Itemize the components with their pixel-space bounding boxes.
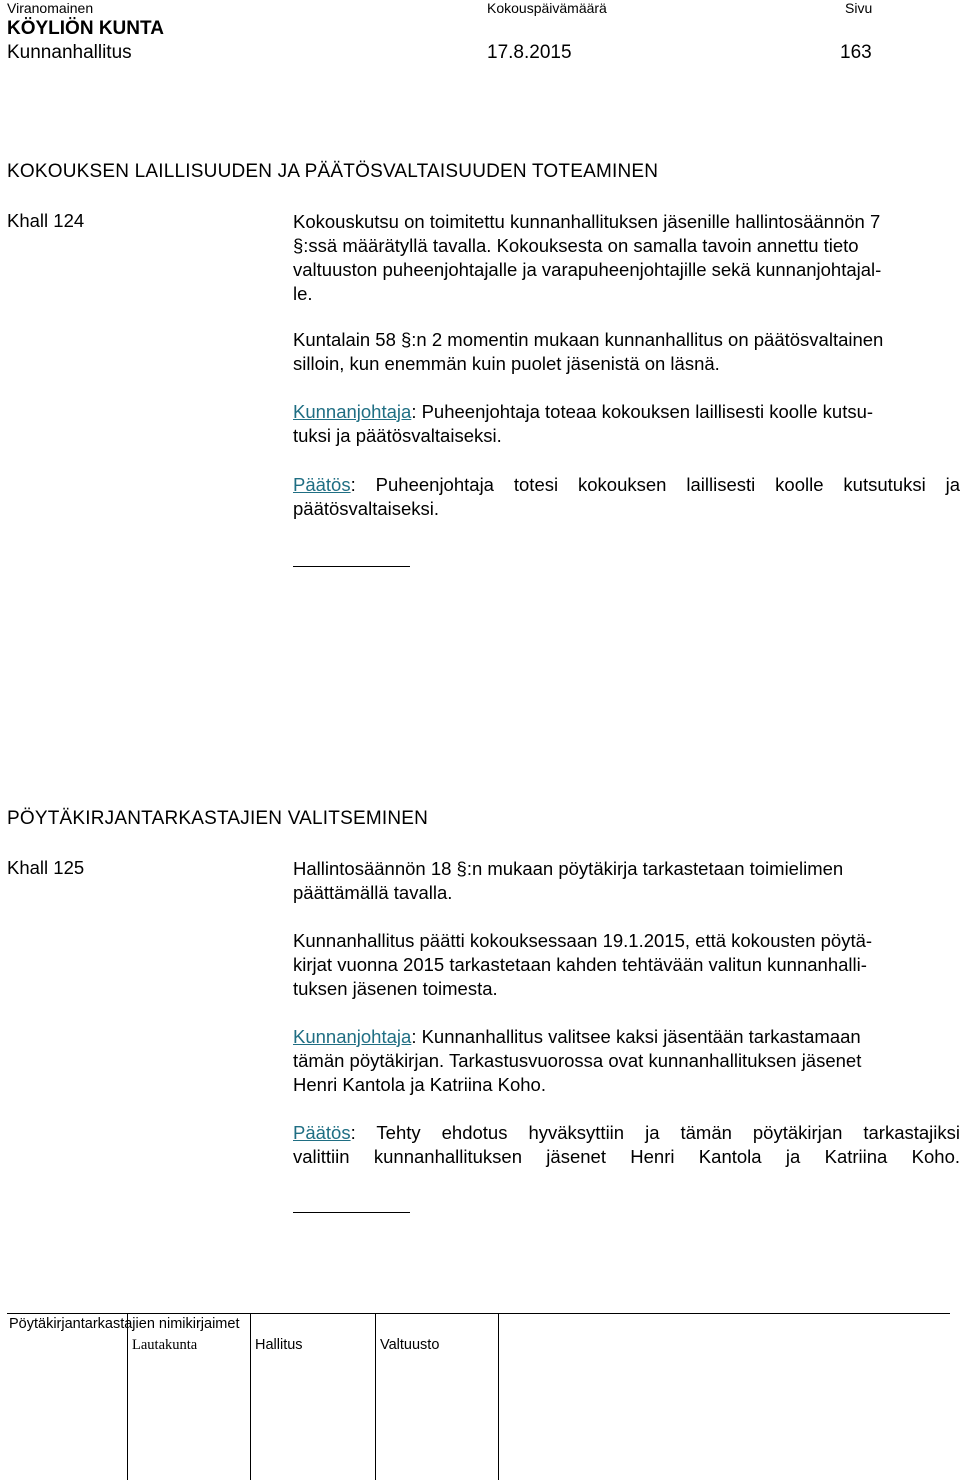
section-125-decision bbox=[293, 1121, 960, 1169]
section-125-proposal bbox=[293, 1025, 960, 1097]
text-line: §:ssä määrätyllä tavalla. Kokouksesta on samalla tavoin annettu tieto bbox=[293, 235, 859, 256]
municipality-name: KÖYLIÖN KUNTA bbox=[7, 18, 164, 39]
text-line: valittiin kunnanhallituksen jäsenet Henri Kantola ja Katriina Koho. bbox=[293, 1146, 960, 1167]
section-separator bbox=[293, 1212, 410, 1213]
text-line: tuksen jäsenen toimesta. bbox=[293, 978, 498, 999]
section-124-decision bbox=[293, 473, 960, 521]
section-ref-125: Khall 125 bbox=[7, 857, 85, 878]
footer-title: Pöytäkirjantarkastajien nimikirjaimet bbox=[9, 1316, 240, 1332]
text-line: kirjat vuonna 2015 tarkastetaan kahden tehtävään valitun kunnanhalli- bbox=[293, 954, 867, 975]
viranomainen-label: Viranomainen bbox=[7, 0, 94, 16]
text-line: valtuuston puheenjohtajalle ja varapuheenjohtajille sekä kunnanjohtajal- bbox=[293, 259, 882, 280]
section-124-paragraph-2 bbox=[293, 328, 960, 376]
text-line: Hallintosäännön 18 §:n mukaan pöytäkirja tarkastetaan toimielimen bbox=[293, 858, 844, 879]
text-line: Kunnanhallitus päätti kokouksessaan 19.1.2015, että kokousten pöytä- bbox=[293, 930, 873, 951]
text-line: päätösvaltaiseksi. bbox=[293, 498, 440, 519]
section-title-125: PÖYTÄKIRJANTARKASTAJIEN VALITSEMINEN bbox=[7, 808, 429, 829]
meeting-date-label: Kokouspäivämäärä bbox=[487, 0, 607, 16]
section-title-124: KOKOUKSEN LAILLISUUDEN JA PÄÄTÖSVALTAISUUDEN TOTEAMINEN bbox=[7, 161, 659, 182]
decision-text: : Puheenjohtaja totesi kokouksen laillisesti koolle kutsutuksi ja bbox=[350, 474, 960, 495]
text-line: silloin, kun enemmän kuin puolet jäsenistä on läsnä. bbox=[293, 353, 720, 374]
footer-column-divider bbox=[498, 1313, 499, 1480]
decision-label: Päätös bbox=[293, 1122, 351, 1143]
text-line: päättämällä tavalla. bbox=[293, 882, 453, 903]
text-line: tämän pöytäkirjan. Tarkastusvuorossa ovat kunnanhallituksen jäsenet bbox=[293, 1050, 862, 1071]
page-label: Sivu bbox=[845, 0, 873, 16]
text-line: Kokouskutsu on toimitettu kunnanhallituksen jäsenille hallintosäännön 7 bbox=[293, 211, 881, 232]
section-124-paragraph-1 bbox=[293, 210, 960, 306]
proposal-label: Kunnanjohtaja bbox=[293, 401, 412, 422]
section-ref-124: Khall 124 bbox=[7, 210, 85, 231]
proposal-label: Kunnanjohtaja bbox=[293, 1026, 412, 1047]
footer-column-divider bbox=[375, 1313, 376, 1480]
decision-text: : Tehty ehdotus hyväksyttiin ja tämän pöytäkirjan tarkastajiksi bbox=[350, 1122, 960, 1143]
meeting-date: 17.8.2015 bbox=[487, 42, 572, 63]
text-line: le. bbox=[293, 283, 313, 304]
footer-column-divider bbox=[250, 1313, 251, 1480]
text-line: Henri Kantola ja Katriina Koho. bbox=[293, 1074, 546, 1095]
section-124-proposal bbox=[293, 400, 960, 448]
footer-col-lautakunta: Lautakunta bbox=[132, 1337, 198, 1353]
text-line: tuksi ja päätösvaltaiseksi. bbox=[293, 425, 502, 446]
footer-rule bbox=[7, 1313, 950, 1314]
footer-column-divider bbox=[127, 1313, 128, 1480]
body-name: Kunnanhallitus bbox=[7, 42, 132, 63]
footer-col-hallitus: Hallitus bbox=[255, 1337, 303, 1353]
section-separator bbox=[293, 566, 410, 567]
page-number: 163 bbox=[840, 42, 872, 63]
decision-label: Päätös bbox=[293, 474, 351, 495]
text-line: Kuntalain 58 §:n 2 momentin mukaan kunnanhallitus on päätösvaltainen bbox=[293, 329, 884, 350]
proposal-text: : Kunnanhallitus valitsee kaksi jäsentään tarkastamaan bbox=[411, 1026, 861, 1047]
proposal-text: : Puheenjohtaja toteaa kokouksen laillisesti koolle kutsu- bbox=[411, 401, 874, 422]
footer-col-valtuusto: Valtuusto bbox=[380, 1337, 440, 1353]
section-125-paragraph-1 bbox=[293, 857, 960, 905]
section-125-paragraph-2 bbox=[293, 929, 960, 1001]
